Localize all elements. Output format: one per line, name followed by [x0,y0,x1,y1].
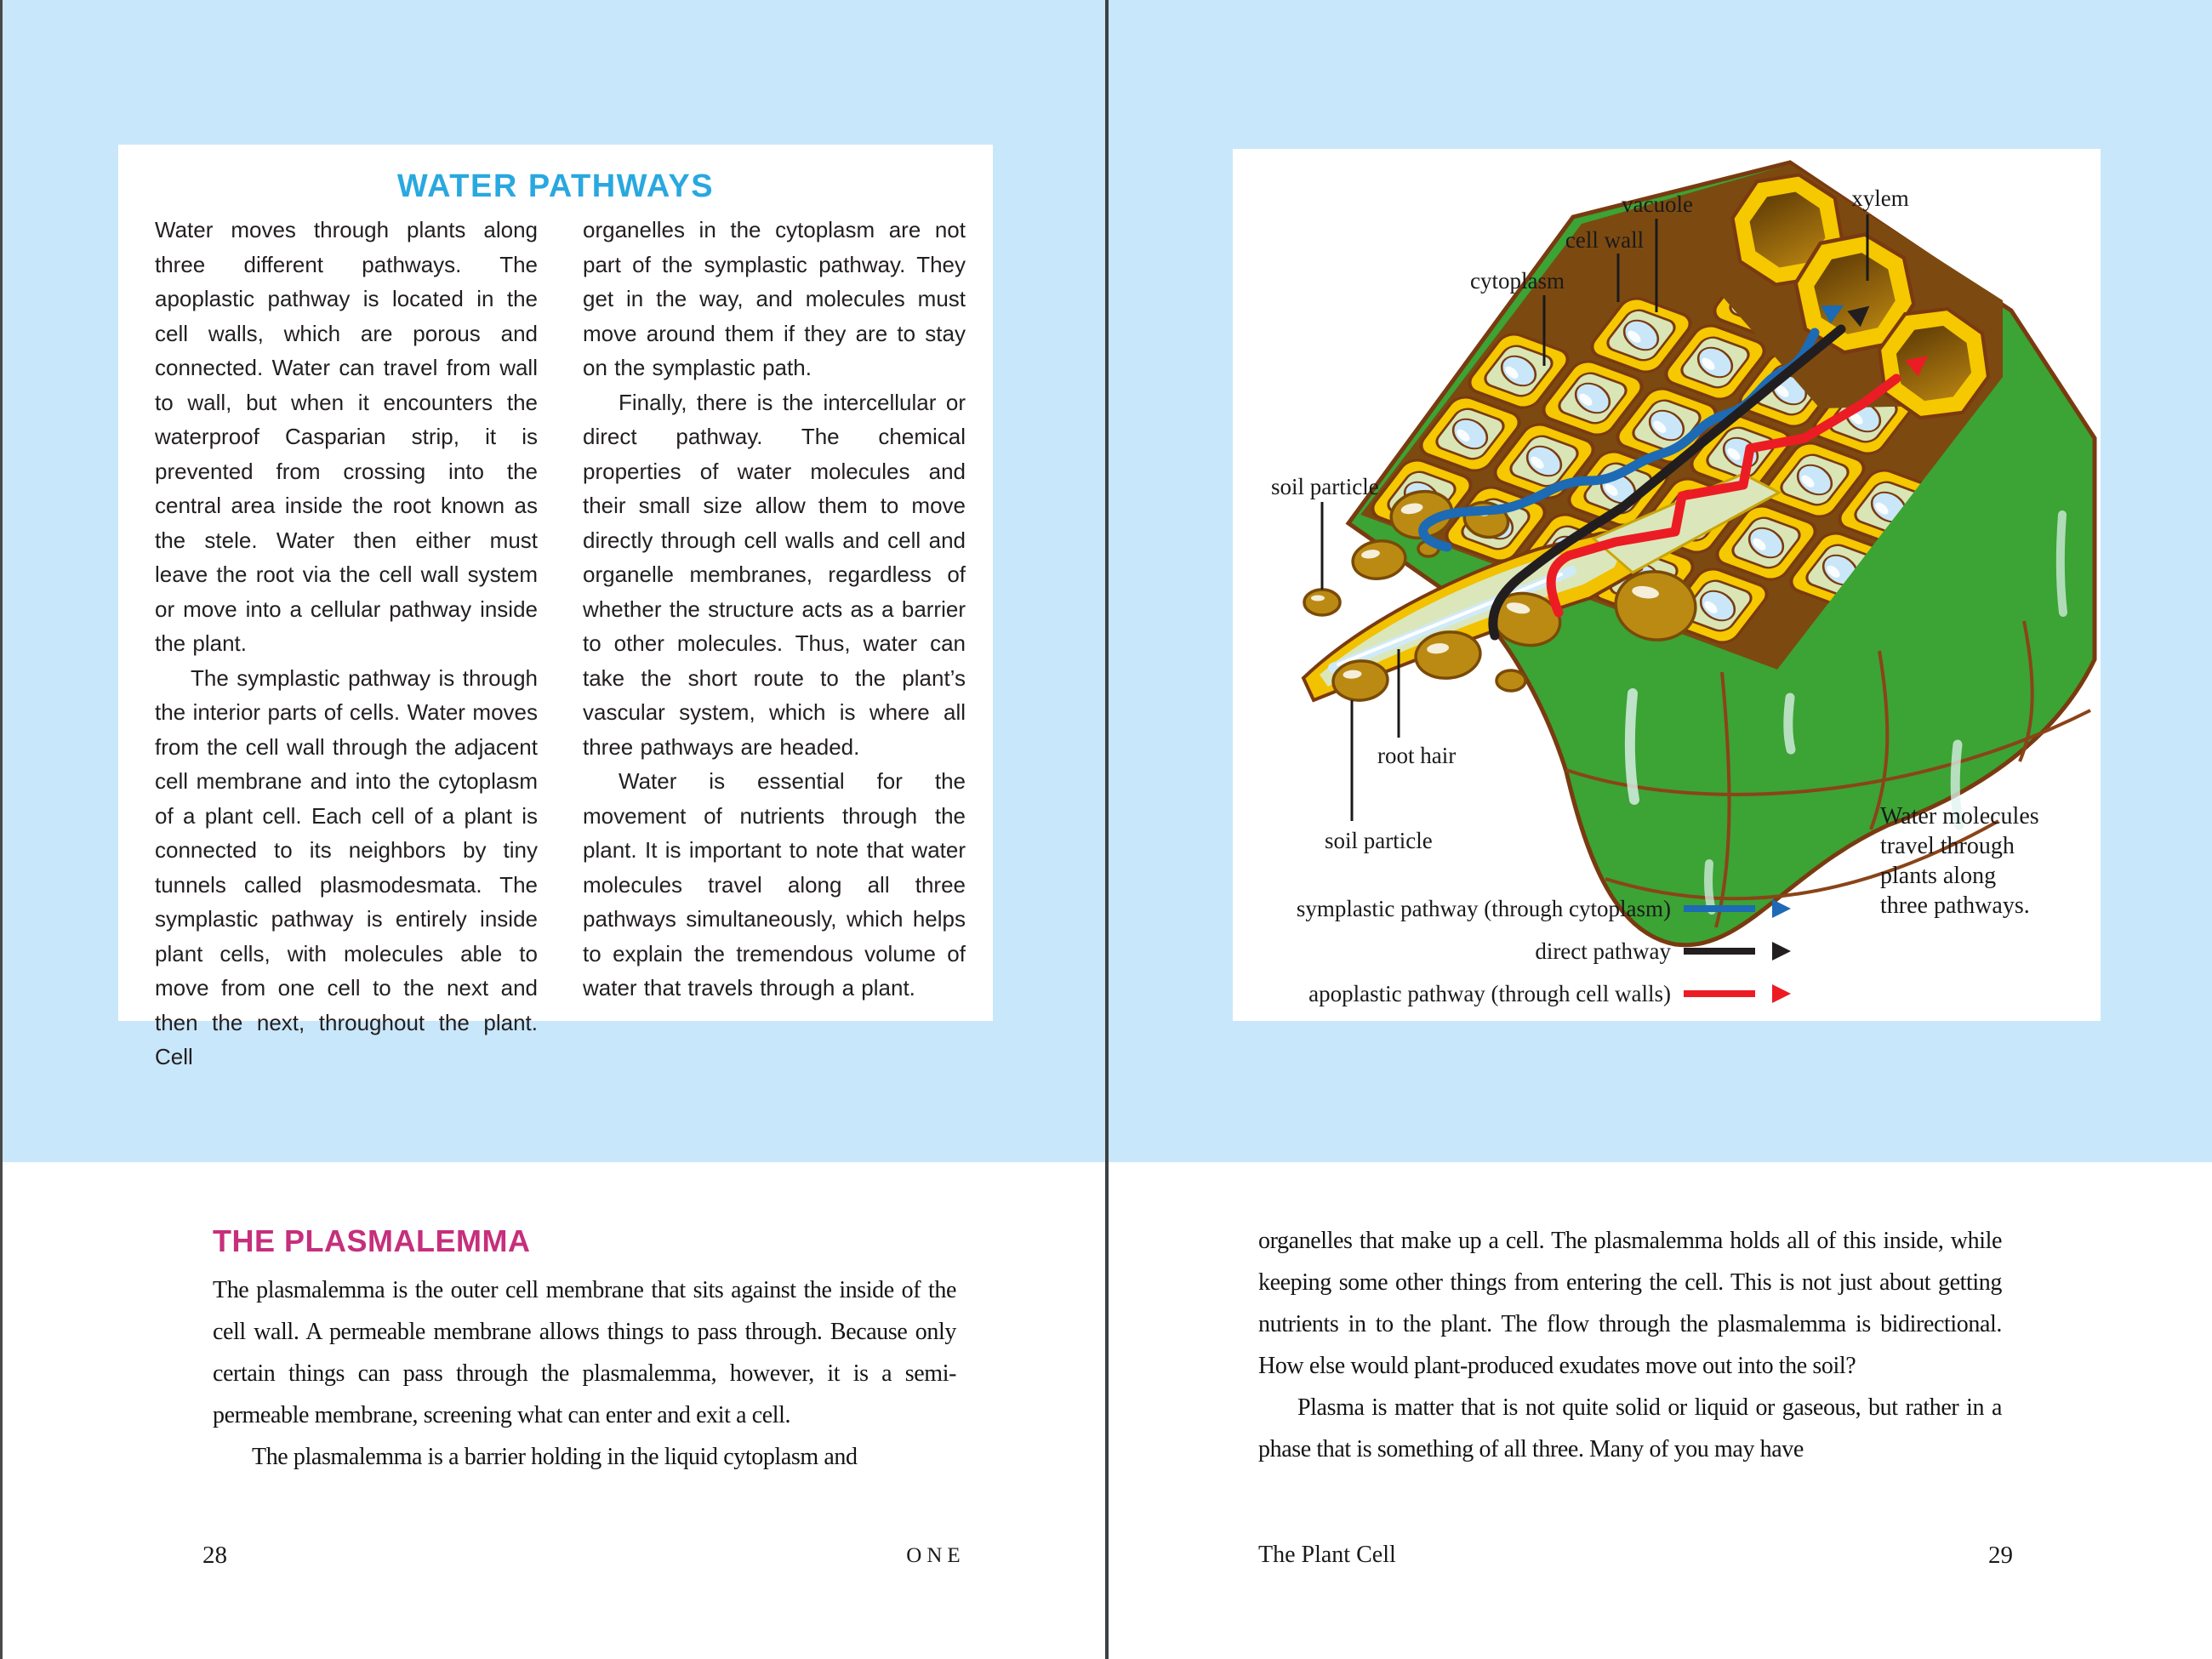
caption-line: travel through [1880,833,2015,859]
paragraph: organelles that make up a cell. The plasmalemma holds all of this inside, while keeping some other things from entering the cell. This is not just about getting nutrients in to the plant. The flow through the plasmalemma is bidirectional. How else would plant-produced exudates move out into the soil? [1258,1228,2002,1379]
paragraph: The symplastic pathway is through the interior parts of cells. Water moves from the cell wall through the adjacent cell membrane and into the cytoplasm of a plant cell. Each cell of a plant is connected to its neighbors by tiny tunnels called plasmodesmata. The symplastic pathway is entirely inside plant cells, with molecules able to move from one cell to the next and then the next, throughout the plant. Cell [155,664,538,1069]
legend-arrow-apoplastic [1772,984,1791,1003]
label-cytoplasm: cytoplasm [1470,268,1565,294]
label-soil-particle-lower: soil particle [1325,828,1433,853]
figure-caption [1880,803,2039,919]
book-left-edge [0,0,3,1659]
label-xylem: xylem [1851,185,1909,211]
paragraph: Water moves through plants along three different pathways. The apoplastic pathway is located in the cell walls, which are porous and connected. Water can travel from wall to wall, but when it encounters the waterproof Casparian strip, it is prevented from crossing into the central area inside the root known as the stele. Water then either must leave the root via the cell wall system or move into a cellular pathway inside the plant. [155,217,538,656]
section-title: WATER PATHWAYS [396,168,715,204]
paragraph: Finally, there is the intercellular or direct pathway. The chemical properties of water molecules and their small size allow them to move directly through cell walls and cell and organelle membranes, regardless of whether the structure acts as a barrier to other molecules. Thus, water can take the short route to the plant’s vascular system, which is where all three pathways are headed. [583,389,966,760]
caption-line: three pathways. [1880,892,2030,919]
label-root-hair: root hair [1377,743,1457,768]
paragraph: Plasma is matter that is not quite solid or liquid or gaseous, but rather in a phase that is something of all three. Many of you may have [1258,1394,2002,1462]
page-number-right: 29 [1988,1542,2013,1569]
text-column-2 [583,213,966,1006]
paragraph: organelles in the cytoplasm are not part of the symplastic pathway. They get in the way, and molecules must move around them if they are to stay on the symplastic path. [583,217,966,380]
left-bottom-text [213,1269,956,1478]
text-column-1 [155,213,538,1075]
paragraph: Water is essential for the movement of nutrients through the plant. It is important to note that water molecules travel along all three pathways simultaneously, which helps to explain the tremendous volume of water that travels through a plant. [583,768,966,1001]
label-soil-particle-upper: soil particle [1271,474,1379,499]
paragraph: The plasmalemma is the outer cell membrane that sits against the inside of the cell wall. A permeable membrane allows things to pass through. Because only certain things can pass through the plasmalemma, however, it is a semi-permeable membrane, screening what can enter and exit a cell. [213,1277,956,1428]
legend-label-symplastic: symplastic pathway (through cytoplasm) [1296,896,1671,921]
caption-line: plants along [1880,863,1997,889]
right-bottom-text [1258,1220,2002,1470]
label-cell-wall: cell wall [1565,227,1645,253]
plant-cell-figure [1233,149,2101,1021]
legend-arrow-symplastic [1772,899,1791,918]
paragraph: The plasmalemma is a barrier holding in the liquid cytoplasm and [252,1444,858,1470]
figure-panel [1233,149,2101,1021]
page-number-left: 28 [202,1542,227,1569]
legend-label-direct: direct pathway [1535,938,1671,964]
caption-line: Water molecules [1880,803,2039,830]
page-spine-divider [1105,0,1109,1659]
left-page-text-panel [118,145,993,1069]
running-title: The Plant Cell [1258,1542,1396,1568]
legend-label-apoplastic: apoplastic pathway (through cell walls) [1308,981,1671,1006]
label-vacuole: vacuole [1622,191,1693,217]
subsection-heading: THE PLASMALEMMA [213,1223,531,1258]
legend-arrow-direct [1772,942,1791,961]
chapter-label: ONE [906,1544,966,1567]
